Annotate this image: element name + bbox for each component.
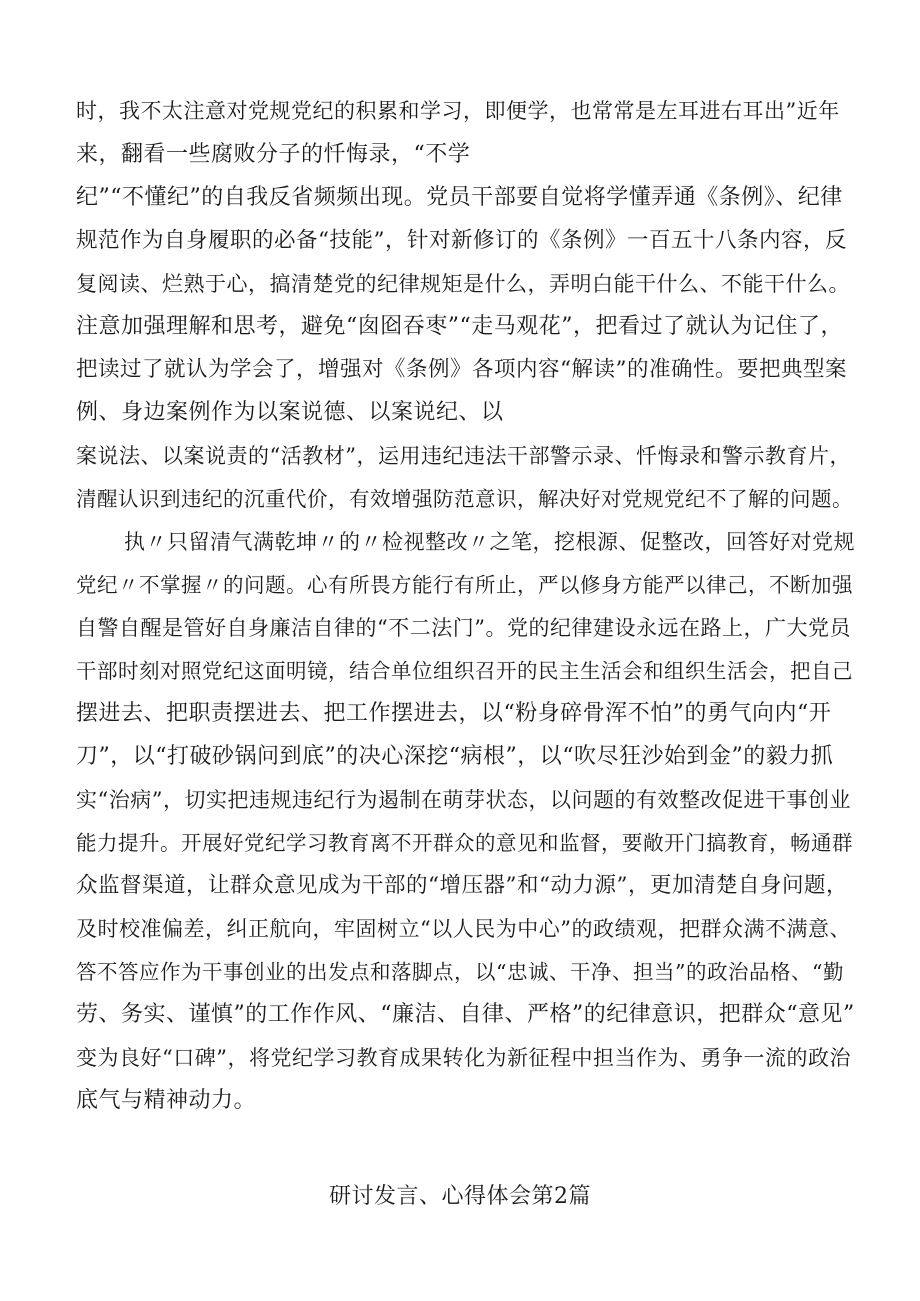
text-line: 答不答应作为干事创业的出发点和落脚点，以“忠诚、干净、担当”的政治品格、“勤 (76, 960, 844, 984)
paragraph-start-line: 执〃只留清气满乾坤〃的〃检视整改〃之笔，挖根源、促整改，回答好对党规 (124, 530, 855, 554)
text-line: 能力提升。开展好党纪学习教育离不开群众的意见和监督，要敞开门搞教育，畅通群 (76, 831, 853, 855)
text-line: 案说法、以案说责的“活教材”，运用违纪违法干部警示录、忏悔录和警示教育片， (76, 444, 851, 468)
text-line: 及时校准偏差，纠正航向，牢固树立“以人民为中心”的政绩观，把群众满不满意、 (76, 917, 851, 941)
text-line: 把读过了就认为学会了，增强对《条例》各项内容“解读”的准确性。要把典型案 (76, 357, 847, 382)
text-line: 实“治病”，切实把违规违纪行为遏制在萌芽状态，以问题的有效整改促进干事创业 (76, 788, 851, 812)
text-line: 底气与精神动力。 (76, 1088, 257, 1113)
text-line: 刀”，以“打破砂锅问到底”的决心深挖“病根”，以“吹尽狂沙始到金”的毅力抓 (76, 744, 834, 769)
text-line: 例、身边案例作为以案说德、以案说纪、以 (76, 400, 504, 425)
text-line: 变为良好“口碑”，将党纪学习教育成果转化为新征程中担当作为、勇争一流的政治 (76, 1046, 851, 1070)
text-line: 自警自醒是管好自身廉洁自律的“不二法门”。党的纪律建设永远在路上，广大党员 (76, 616, 851, 640)
text-line: 规范作为自身履职的必备“技能”，针对新修订的《条例》一百五十八条内容，反 (76, 228, 847, 253)
text-line: 摆进去、把职责摆进去、把工作摆进去，以“粉身碎骨浑不怕”的勇气向内“开 (76, 701, 832, 726)
text-line: 来，翻看一些腐败分子的忏悔录，“不学 (76, 142, 471, 167)
text-line: 注意加强理解和思考，避免“囱囵吞枣”“走马观花”，把看过了就认为记住了， (76, 314, 843, 339)
text-line: 纪”“不懂纪”的自我反省频频出现。党员干部要自觉将学懂弄通《条例》、纪律 (76, 185, 843, 210)
text-line: 众监督渠道，让群众意见成为干部的“增压器”和“动力源”，更加清楚自身问题， (76, 873, 848, 898)
text-line: 党纪〃不掌握〃的问题。心有所畏方能行有所止，严以修身方能严以律己，不断加强 (76, 573, 853, 597)
text-line: 干部时刻对照党纪这面明镜，结合单位组织召开的民主生活会和组织生活会，把自己 (76, 659, 853, 683)
text-line: 清醒认识到违纪的沉重代价，有效增强防范意识，解决好对党规党纪不了解的问题。 (76, 487, 853, 511)
section-heading: 研讨发言、心得体会第2篇 (329, 1184, 591, 1209)
text-line: 劳、务实、谨慎”的工作作风、“廉洁、自律、严格”的纪律意识，把群众“意见” (76, 1002, 855, 1027)
text-line: 时，我不太注意对党规党纪的积累和学习，即便学，也常常是左耳进右耳出”近年 (76, 99, 840, 123)
text-line: 复阅读、烂熟于心，搞清楚党的纪律规矩是什么，弄明白能干什么、不能干什么。 (76, 272, 850, 296)
